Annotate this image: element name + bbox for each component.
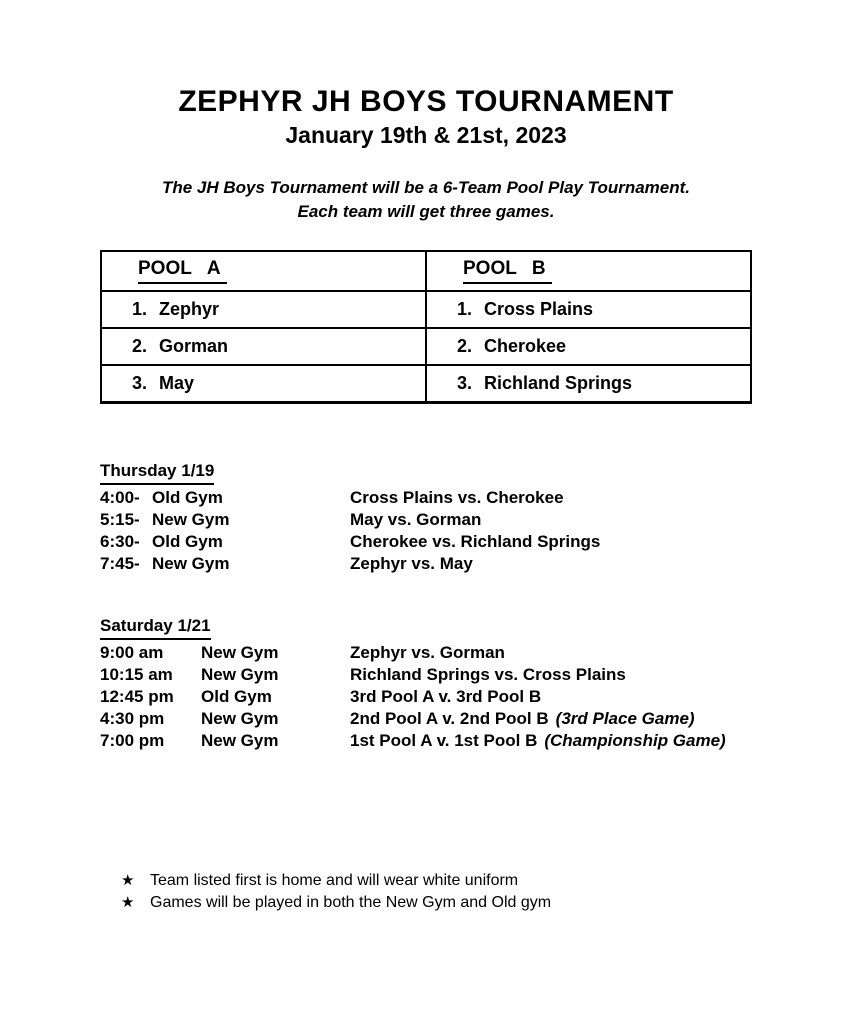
team-number: 1. [457,299,473,319]
pools-table [100,250,752,404]
pool-b-title: POOL [463,258,517,279]
team-number: 3. [457,372,473,393]
game-matchup: Cherokee vs. Richland Springs [350,532,601,551]
game-time: 7:00 pm [100,731,165,750]
thursday-heading [100,459,600,485]
star-icon: ★ [121,894,135,911]
game-matchup [350,708,726,730]
pool-a-title: POOL [138,258,192,279]
game-gym: New Gym [152,510,230,529]
team-name: Cross Plains [484,299,594,319]
game-matchup: May vs. Gorman [350,510,482,529]
game-row [100,708,726,730]
team-number: 1. [132,299,148,319]
game-row [100,730,726,752]
pools-row-2 [101,328,751,365]
intro-text [0,176,852,224]
pool-a-letter: A [206,258,221,279]
pool-a-header-cell [101,251,426,291]
game-time: 10:15 am [100,665,173,684]
saturday-heading [100,614,726,640]
game-row [100,487,600,509]
game-time: 4:30 pm [100,709,165,728]
team-name: Richland Springs [484,372,633,393]
team-number: 2. [457,336,473,356]
game-gym: Old Gym [201,687,272,706]
team-name: Gorman [159,336,229,356]
game-note: (Championship Game) [544,731,726,750]
game-time: 12:45 pm [100,687,174,706]
game-matchup [350,730,726,752]
pools-row-3 [101,365,751,402]
game-time: 9:00 am [100,643,164,662]
game-row [100,509,600,531]
game-time: 4:00- [100,488,140,507]
game-time: 6:30- [100,532,140,551]
game-matchup [350,664,726,686]
intro-line-1: The JH Boys Tournament will be a 6-Team Pool Play Tournament. [161,178,691,197]
team-name: Zephyr [159,299,220,319]
pools-header-row [101,251,751,291]
footer-notes [121,870,551,914]
game-gym: New Gym [152,554,230,573]
note-item [121,892,551,914]
thursday-schedule [100,459,600,575]
matchup-text: 2nd Pool A v. 2nd Pool B [350,709,549,728]
game-gym: Old Gym [152,488,223,507]
game-row [100,686,726,708]
team-name: May [159,372,195,393]
team-name: Cherokee [484,336,567,356]
matchup-text: Richland Springs vs. Cross Plains [350,665,626,684]
intro-line-2: Each team will get three games. [297,202,555,221]
team-number: 2. [132,336,148,356]
game-matchup [350,686,726,708]
star-icon: ★ [121,872,135,889]
matchup-text: 1st Pool A v. 1st Pool B [350,731,538,750]
pool-b-team-1 [426,291,751,328]
game-row [100,642,726,664]
game-matchup: Zephyr vs. May [350,554,473,573]
thursday-heading-text: Thursday 1/19 [100,459,214,485]
game-time: 7:45- [100,554,140,573]
pool-b-header-cell [426,251,751,291]
note-text: Team listed first is home and will wear white uniform [150,872,519,889]
game-gym: New Gym [201,643,279,662]
team-number: 3. [132,372,148,393]
pool-b-team-2 [426,328,751,365]
game-time: 5:15- [100,510,140,529]
game-gym: New Gym [201,731,279,750]
pools-row-1 [101,291,751,328]
pool-a-team-3 [101,365,426,402]
pool-a-team-2 [101,328,426,365]
game-matchup [350,642,726,664]
note-item [121,870,551,892]
saturday-heading-text: Saturday 1/21 [100,614,211,640]
game-row [100,553,600,575]
pool-b-team-3 [426,365,751,402]
pool-b-heading [463,258,552,284]
game-gym: New Gym [201,709,279,728]
page-subtitle: January 19th & 21st, 2023 [285,122,567,148]
game-row [100,531,600,553]
game-gym: New Gym [201,665,279,684]
matchup-text: Zephyr vs. Gorman [350,643,505,662]
game-note: (3rd Place Game) [555,709,695,728]
pool-b-letter: B [531,258,546,279]
pool-a-team-1 [101,291,426,328]
page-title: ZEPHYR JH BOYS TOURNAMENT [178,85,674,118]
pool-a-heading [138,258,227,284]
game-row [100,664,726,686]
game-gym: Old Gym [152,532,223,551]
matchup-text: 3rd Pool A v. 3rd Pool B [350,687,542,706]
note-text: Games will be played in both the New Gym and Old gym [150,894,552,911]
saturday-schedule [100,614,726,752]
game-matchup: Cross Plains vs. Cherokee [350,488,564,507]
